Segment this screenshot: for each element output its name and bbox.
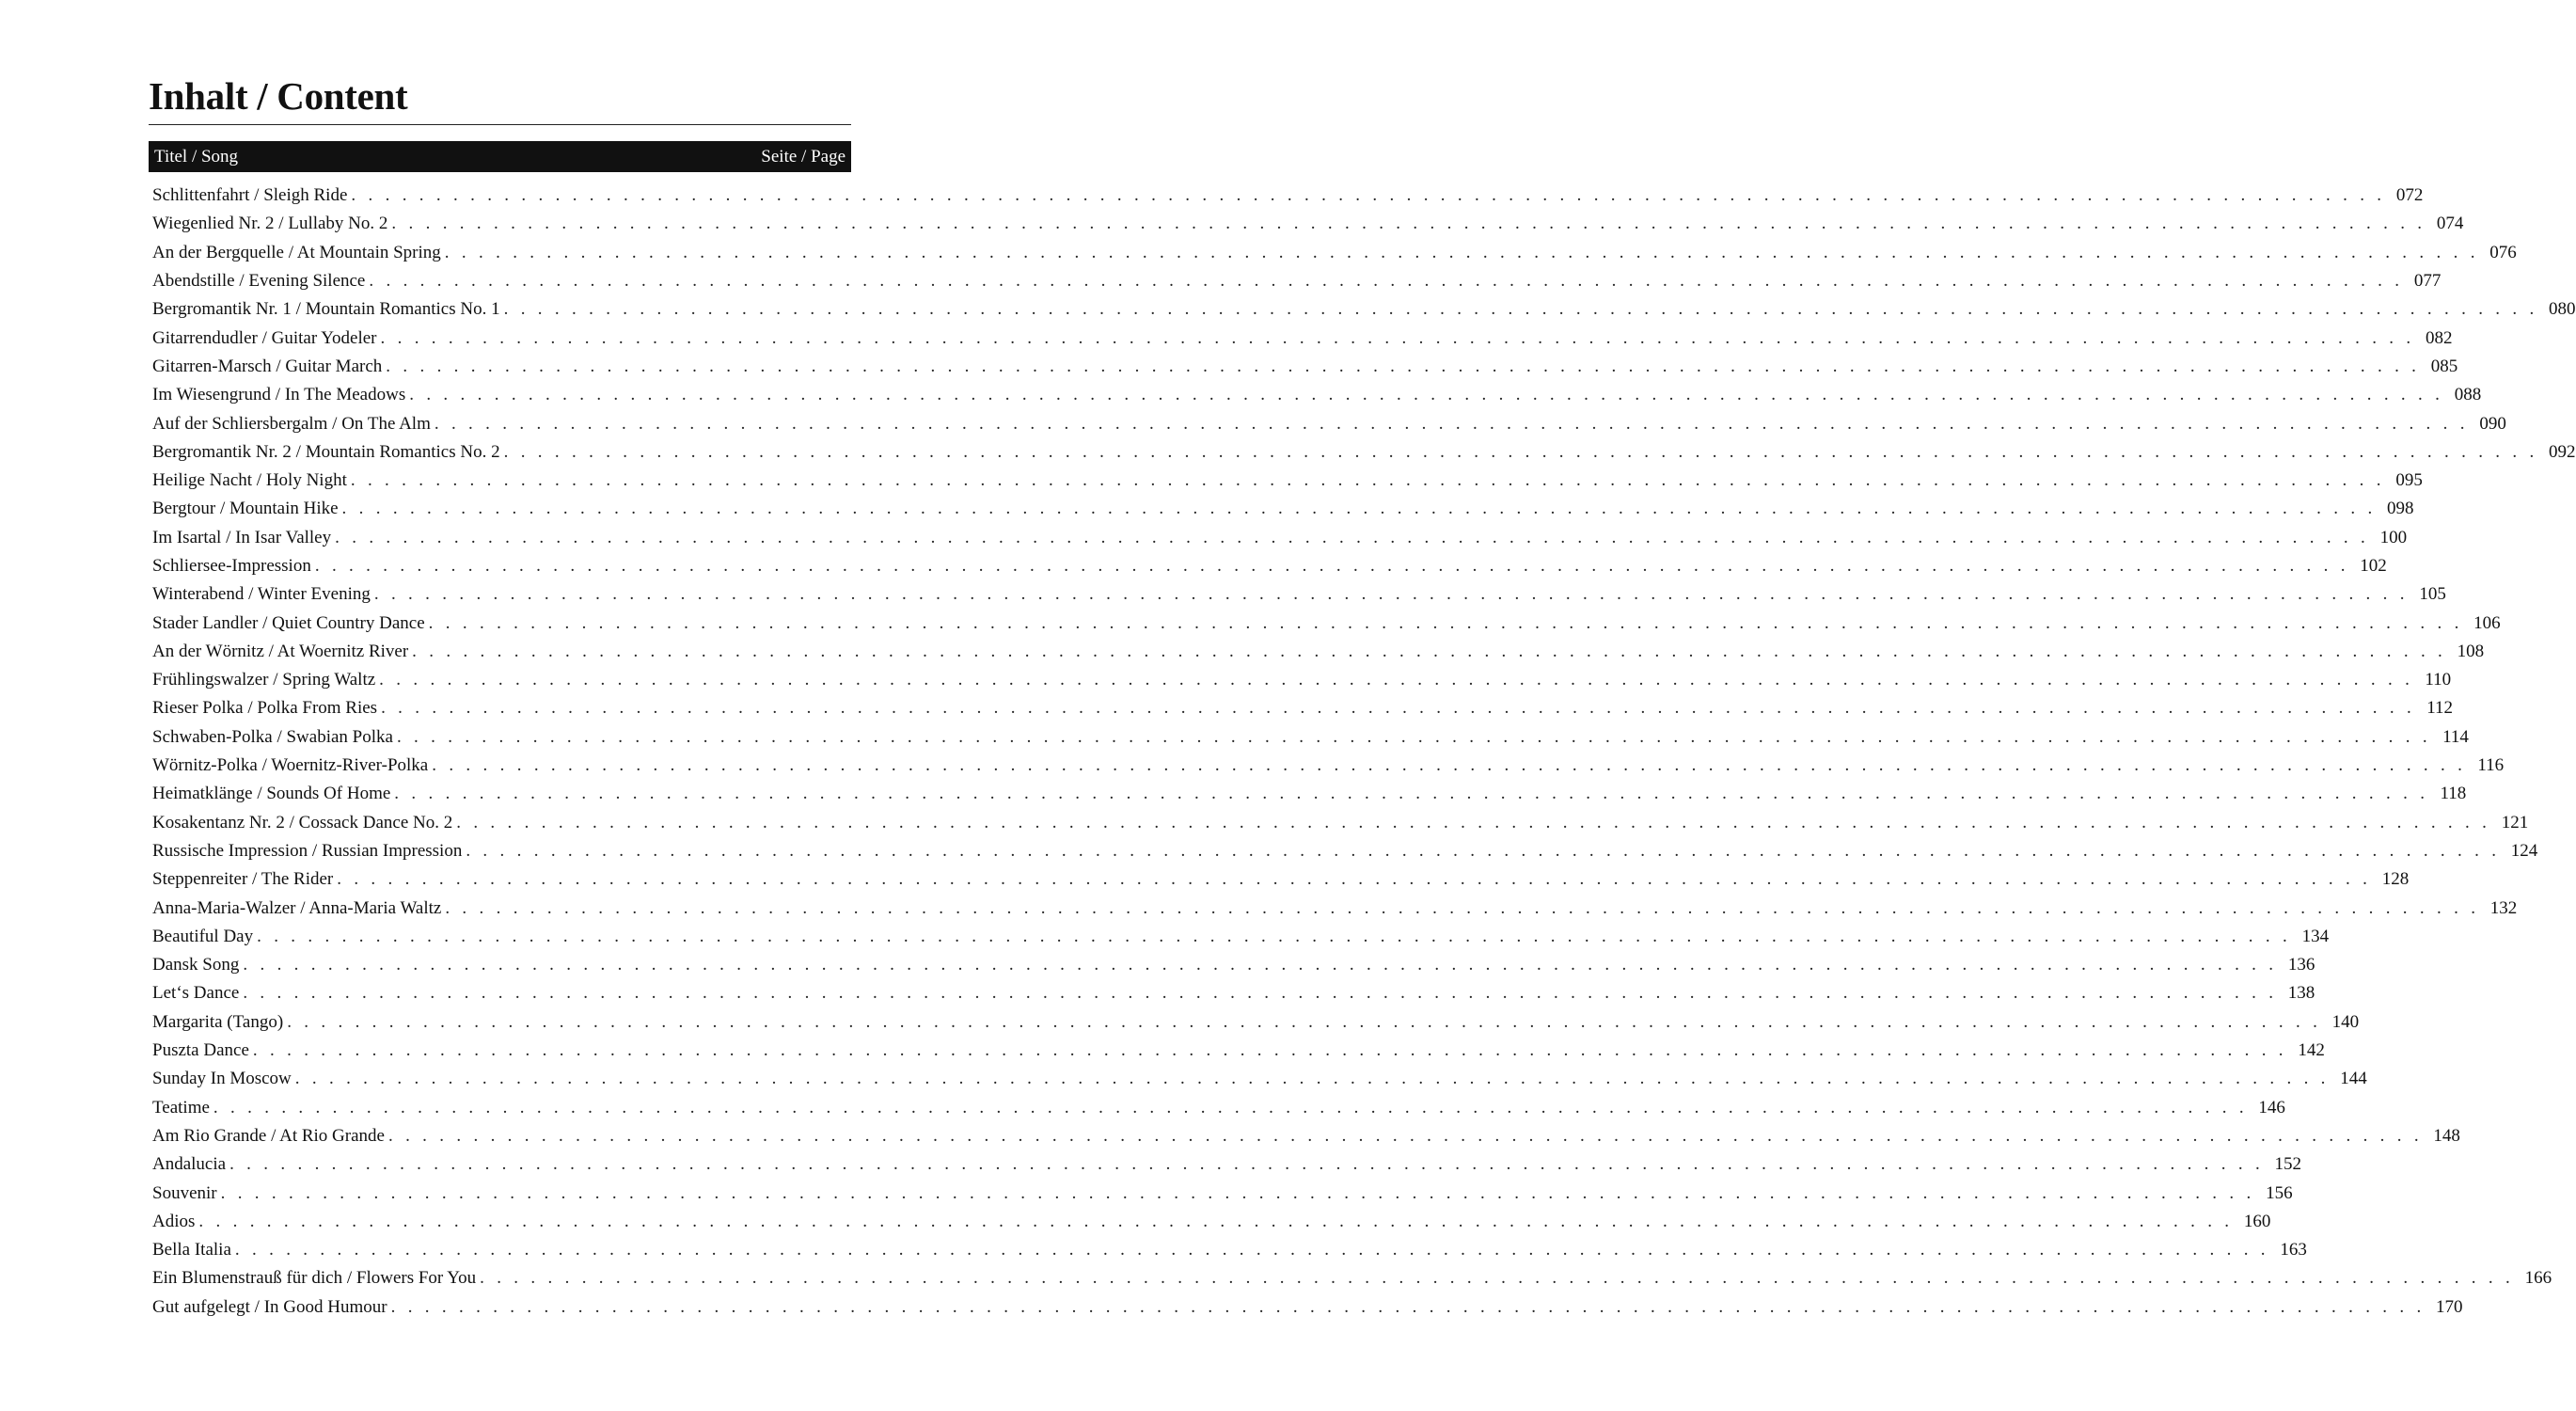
dot-leader: . . . . . . . . . . . . . . . . . . . . . . . . . . . . . . . . . . . . . . . . . . . . . . . . . . . . . . . . . . . . . . . . . . . . . . . . . . . . . . . . . . . . . . . . . . . . . . . . . . . . . . . . . . . . . . . . . . . . . . . . xyxy=(409,385,2444,405)
toc-entry[interactable] xyxy=(152,353,2458,381)
dot-leader: . . . . . . . . . . . . . . . . . . . . . . . . . . . . . . . . . . . . . . . . . . . . . . . . . . . . . . . . . . . . . . . . . . . . . . . . . . . . . . . . . . . . . . . . . . . . . . . . . . . . . . . . . . . . . . . . . . . . . . . . xyxy=(341,499,2377,519)
toc-entry-page: 072 xyxy=(2395,185,2424,206)
toc-entry-page: 088 xyxy=(2454,385,2482,405)
toc-entry-title: Margarita (Tango) xyxy=(152,1011,284,1032)
toc-entry-page: 124 xyxy=(2510,840,2538,861)
toc-entry-title: Heilige Nacht / Holy Night xyxy=(152,470,347,491)
toc-entry-title: Am Rio Grande / At Rio Grande xyxy=(152,1125,385,1146)
toc-entry-page: 102 xyxy=(2360,556,2387,576)
toc-entry-page: 118 xyxy=(2440,784,2467,804)
toc-list xyxy=(152,182,2576,1322)
toc-entry[interactable] xyxy=(152,239,2517,267)
toc-entry-page: 110 xyxy=(2425,670,2452,690)
dot-leader: . . . . . . . . . . . . . . . . . . . . . . . . . . . . . . . . . . . . . . . . . . . . . . . . . . . . . . . . . . . . . . . . . . . . . . . . . . . . . . . . . . . . . . . . . . . . . . . . . . . . . . . . . . . . . . . . . . . . . . . . xyxy=(445,897,2480,918)
toc-entry[interactable] xyxy=(152,1094,2285,1122)
dot-leader: . . . . . . . . . . . . . . . . . . . . . . . . . . . . . . . . . . . . . . . . . . . . . . . . . . . . . . . . . . . . . . . . . . . . . . . . . . . . . . . . . . . . . . . . . . . . . . . . . . . . . . . . . . . . . . . . . . . . . . . . xyxy=(434,413,2469,434)
dot-leader: . . . . . . . . . . . . . . . . . . . . . . . . . . . . . . . . . . . . . . . . . . . . . . . . . . . . . . . . . . . . . . . . . . . . . . . . . . . . . . . . . . . . . . . . . . . . . . . . . . . . . . . . . . . . . . . . . . . . . . . . xyxy=(350,470,2385,491)
toc-entry[interactable] xyxy=(152,809,2529,837)
dot-leader: . . . . . . . . . . . . . . . . . . . . . . . . . . . . . . . . . . . . . . . . . . . . . . . . . . . . . . . . . . . . . . . . . . . . . . . . . . . . . . . . . . . . . . . . . . . . . . . . . . . . . . . . . . . . . . . . . . . . . . . . xyxy=(428,612,2463,633)
toc-entry-title: Auf der Schliersbergalm / On The Alm xyxy=(152,413,431,434)
dot-leader: . . . . . . . . . . . . . . . . . . . . . . . . . . . . . . . . . . . . . . . . . . . . . . . . . . . . . . . . . . . . . . . . . . . . . . . . . . . . . . . . . . . . . . . . . . . . . . . . . . . . . . . . . . . . . . . . . . . . . . . . xyxy=(379,670,2414,690)
toc-entry-title: Abendstille / Evening Silence xyxy=(152,271,366,292)
dot-leader: . . . . . . . . . . . . . . . . . . . . . . . . . . . . . . . . . . . . . . . . . . . . . . . . . . . . . . . . . . . . . . . . . . . . . . . . . . . . . . . . . . . . . . . . . . . . . . . . . . . . . . . . . . . . . . . . . . . . . . . . xyxy=(257,926,2292,946)
toc-entry-page: 074 xyxy=(2436,214,2464,234)
toc-entry-title: Schlittenfahrt / Sleigh Ride xyxy=(152,185,348,206)
toc-entry-title: Andalucia xyxy=(152,1154,227,1175)
dot-leader: . . . . . . . . . . . . . . . . . . . . . . . . . . . . . . . . . . . . . . . . . . . . . . . . . . . . . . . . . . . . . . . . . . . . . . . . . . . . . . . . . . . . . . . . . . . . . . . . . . . . . . . . . . . . . . . . . . . . . . . . xyxy=(391,214,2426,234)
toc-entry[interactable] xyxy=(152,1122,2460,1150)
toc-entry-page: 140 xyxy=(2331,1011,2360,1032)
dot-leader: . . . . . . . . . . . . . . . . . . . . . . . . . . . . . . . . . . . . . . . . . . . . . . . . . . . . . . . . . . . . . . . . . . . . . . . . . . . . . . . . . . . . . . . . . . . . . . . . . . . . . . . . . . . . . . . . . . . . . . . . xyxy=(243,983,2278,1004)
dot-leader: . . . . . . . . . . . . . . . . . . . . . . . . . . . . . . . . . . . . . . . . . . . . . . . . . . . . . . . . . . . . . . . . . . . . . . . . . . . . . . . . . . . . . . . . . . . . . . . . . . . . . . . . . . . . . . . . . . . . . . . . xyxy=(381,698,2416,719)
table-header xyxy=(149,141,851,172)
toc-entry[interactable] xyxy=(152,324,2453,352)
toc-entry-title: Anna-Maria-Walzer / Anna-Maria Waltz xyxy=(152,897,442,918)
dot-leader: . . . . . . . . . . . . . . . . . . . . . . . . . . . . . . . . . . . . . . . . . . . . . . . . . . . . . . . . . . . . . . . . . . . . . . . . . . . . . . . . . . . . . . . . . . . . . . . . . . . . . . . . . . . . . . . . . . . . . . . . xyxy=(456,812,2491,832)
toc-entry[interactable] xyxy=(152,495,2414,523)
dot-leader: . . . . . . . . . . . . . . . . . . . . . . . . . . . . . . . . . . . . . . . . . . . . . . . . . . . . . . . . . . . . . . . . . . . . . . . . . . . . . . . . . . . . . . . . . . . . . . . . . . . . . . . . . . . . . . . . . . . . . . . . xyxy=(294,1069,2330,1089)
toc-entry-page: 085 xyxy=(2430,356,2458,376)
dot-leader: . . . . . . . . . . . . . . . . . . . . . . . . . . . . . . . . . . . . . . . . . . . . . . . . . . . . . . . . . . . . . . . . . . . . . . . . . . . . . . . . . . . . . . . . . . . . . . . . . . . . . . . . . . . . . . . . . . . . . . . . xyxy=(380,327,2415,348)
toc-entry-title: Bergromantik Nr. 2 / Mountain Romantics No. 2 xyxy=(152,441,500,462)
toc-entry-page: 134 xyxy=(2301,926,2330,946)
toc-entry-title: An der Bergquelle / At Mountain Spring xyxy=(152,242,441,262)
toc-entry-title: Stader Landler / Quiet Country Dance xyxy=(152,612,425,633)
toc-entry-page: 082 xyxy=(2425,327,2453,348)
dot-leader: . . . . . . . . . . . . . . . . . . . . . . . . . . . . . . . . . . . . . . . . . . . . . . . . . . . . . . . . . . . . . . . . . . . . . . . . . . . . . . . . . . . . . . . . . . . . . . . . . . . . . . . . . . . . . . . . . . . . . . . . xyxy=(432,755,2467,776)
toc-entry[interactable] xyxy=(152,1208,2271,1236)
toc-entry[interactable] xyxy=(152,894,2518,922)
dot-leader: . . . . . . . . . . . . . . . . . . . . . . . . . . . . . . . . . . . . . . . . . . . . . . . . . . . . . . . . . . . . . . . . . . . . . . . . . . . . . . . . . . . . . . . . . . . . . . . . . . . . . . . . . . . . . . . . . . . . . . . . xyxy=(314,556,2349,576)
toc-entry-title: Im Isartal / In Isar Valley xyxy=(152,527,332,547)
toc-entry-title: Gitarrendudler / Guitar Yodeler xyxy=(152,327,377,348)
toc-entry-page: 132 xyxy=(2489,897,2518,918)
toc-entry-page: 092 xyxy=(2549,441,2576,462)
dot-leader: . . . . . . . . . . . . . . . . . . . . . . . . . . . . . . . . . . . . . . . . . . . . . . . . . . . . . . . . . . . . . . . . . . . . . . . . . . . . . . . . . . . . . . . . . . . . . . . . . . . . . . . . . . . . . . . . . . . . . . . . xyxy=(396,726,2431,747)
toc-entry-page: 163 xyxy=(2280,1240,2307,1260)
toc-entry[interactable] xyxy=(152,295,2576,324)
toc-entry[interactable] xyxy=(152,267,2442,295)
toc-entry[interactable] xyxy=(152,638,2485,666)
toc-entry-title: Bergromantik Nr. 1 / Mountain Romantics No. 1 xyxy=(152,299,500,320)
toc-entry[interactable] xyxy=(152,837,2538,865)
toc-entry[interactable] xyxy=(152,723,2469,752)
toc-entry[interactable] xyxy=(152,552,2387,580)
toc-entry[interactable] xyxy=(152,780,2467,808)
toc-entry-title: Rieser Polka / Polka From Ries xyxy=(152,698,378,719)
toc-entry-title: Steppenreiter / The Rider xyxy=(152,869,334,890)
toc-entry[interactable] xyxy=(152,381,2482,409)
toc-entry-page: 080 xyxy=(2549,299,2576,320)
toc-entry[interactable] xyxy=(152,979,2315,1007)
dot-leader: . . . . . . . . . . . . . . . . . . . . . . . . . . . . . . . . . . . . . . . . . . . . . . . . . . . . . . . . . . . . . . . . . . . . . . . . . . . . . . . . . . . . . . . . . . . . . . . . . . . . . . . . . . . . . . . . . . . . . . . . xyxy=(373,584,2409,605)
dot-leader: . . . . . . . . . . . . . . . . . . . . . . . . . . . . . . . . . . . . . . . . . . . . . . . . . . . . . . . . . . . . . . . . . . . . . . . . . . . . . . . . . . . . . . . . . . . . . . . . . . . . . . . . . . . . . . . . . . . . . . . . xyxy=(243,955,2278,975)
toc-entry[interactable] xyxy=(152,951,2315,979)
toc-entry-page: 095 xyxy=(2395,470,2423,491)
toc-entry-page: 144 xyxy=(2340,1069,2367,1089)
toc-entry-page: 128 xyxy=(2381,869,2410,890)
dot-leader: . . . . . . . . . . . . . . . . . . . . . . . . . . . . . . . . . . . . . . . . . . . . . . . . . . . . . . . . . . . . . . . . . . . . . . . . . . . . . . . . . . . . . . . . . . . . . . . . . . . . . . . . . . . . . . . . . . . . . . . . xyxy=(386,356,2421,376)
dot-leader: . . . . . . . . . . . . . . . . . . . . . . . . . . . . . . . . . . . . . . . . . . . . . . . . . . . . . . . . . . . . . . . . . . . . . . . . . . . . . . . . . . . . . . . . . . . . . . . . . . . . . . . . . . . . . . . . . . . . . . . . xyxy=(444,242,2479,262)
song-column-header: Titel / Song xyxy=(154,146,239,166)
dot-leader: . . . . . . . . . . . . . . . . . . . . . . . . . . . . . . . . . . . . . . . . . . . . . . . . . . . . . . . . . . . . . . . . . . . . . . . . . . . . . . . . . . . . . . . . . . . . . . . . . . . . . . . . . . . . . . . . . . . . . . . . xyxy=(287,1011,2322,1032)
dot-leader: . . . . . . . . . . . . . . . . . . . . . . . . . . . . . . . . . . . . . . . . . . . . . . . . . . . . . . . . . . . . . . . . . . . . . . . . . . . . . . . . . . . . . . . . . . . . . . . . . . . . . . . . . . . . . . . . . . . . . . . . xyxy=(252,1040,2287,1061)
toc-entry[interactable] xyxy=(152,210,2464,238)
toc-entry-page: 148 xyxy=(2433,1125,2460,1146)
dot-leader: . . . . . . . . . . . . . . . . . . . . . . . . . . . . . . . . . . . . . . . . . . . . . . . . . . . . . . . . . . . . . . . . . . . . . . . . . . . . . . . . . . . . . . . . . . . . . . . . . . . . . . . . . . . . . . . . . . . . . . . . xyxy=(412,641,2447,661)
dot-leader: . . . . . . . . . . . . . . . . . . . . . . . . . . . . . . . . . . . . . . . . . . . . . . . . . . . . . . . . . . . . . . . . . . . . . . . . . . . . . . . . . . . . . . . . . . . . . . . . . . . . . . . . . . . . . . . . . . . . . . . . xyxy=(335,527,2370,547)
dot-leader: . . . . . . . . . . . . . . . . . . . . . . . . . . . . . . . . . . . . . . . . . . . . . . . . . . . . . . . . . . . . . . . . . . . . . . . . . . . . . . . . . . . . . . . . . . . . . . . . . . . . . . . . . . . . . . . . . . . . . . . . xyxy=(387,1125,2423,1146)
toc-entry-page: 142 xyxy=(2298,1040,2325,1061)
toc-entry-page: 106 xyxy=(2473,612,2501,633)
toc-entry[interactable] xyxy=(152,1008,2360,1037)
toc-entry[interactable] xyxy=(152,409,2506,437)
toc-entry[interactable] xyxy=(152,609,2501,637)
toc-entry-page: 098 xyxy=(2387,499,2414,519)
toc-entry-title: Schwaben-Polka / Swabian Polka xyxy=(152,726,393,747)
toc-entry-page: 105 xyxy=(2419,584,2446,605)
toc-entry-title: Bergtour / Mountain Hike xyxy=(152,499,339,519)
toc-entry[interactable] xyxy=(152,1150,2302,1179)
dot-leader: . . . . . . . . . . . . . . . . . . . . . . . . . . . . . . . . . . . . . . . . . . . . . . . . . . . . . . . . . . . . . . . . . . . . . . . . . . . . . . . . . . . . . . . . . . . . . . . . . . . . . . . . . . . . . . . . . . . . . . . . xyxy=(220,1182,2255,1203)
toc-entry-page: 077 xyxy=(2413,271,2442,292)
toc-entry-title: Gut aufgelegt / In Good Humour xyxy=(152,1296,387,1317)
toc-entry[interactable] xyxy=(152,694,2454,722)
toc-entry-title: Beautiful Day xyxy=(152,926,254,946)
toc-entry-title: Gitarren-Marsch / Guitar March xyxy=(152,356,383,376)
toc-entry-title: Wörnitz-Polka / Woernitz-River-Polka xyxy=(152,755,429,776)
toc-entry[interactable] xyxy=(152,1236,2307,1264)
toc-entry-title: Adios xyxy=(152,1211,196,1231)
toc-entry-title: Souvenir xyxy=(152,1182,217,1203)
toc-entry[interactable] xyxy=(152,438,2576,467)
title-divider xyxy=(149,124,851,125)
toc-entry-page: 108 xyxy=(2457,641,2485,661)
toc-entry-title: Winterabend / Winter Evening xyxy=(152,584,371,605)
dot-leader: . . . . . . . . . . . . . . . . . . . . . . . . . . . . . . . . . . . . . . . . . . . . . . . . . . . . . . . . . . . . . . . . . . . . . . . . . . . . . . . . . . . . . . . . . . . . . . . . . . . . . . . . . . . . . . . . . . . . . . . . xyxy=(337,869,2372,890)
dot-leader: . . . . . . . . . . . . . . . . . . . . . . . . . . . . . . . . . . . . . . . . . . . . . . . . . . . . . . . . . . . . . . . . . . . . . . . . . . . . . . . . . . . . . . . . . . . . . . . . . . . . . . . . . . . . . . . . . . . . . . . . xyxy=(480,1268,2515,1289)
toc-entry-title: Kosakentanz Nr. 2 / Cossack Dance No. 2 xyxy=(152,812,453,832)
toc-entry-page: 152 xyxy=(2274,1154,2302,1175)
toc-entry-title: Teatime xyxy=(152,1097,210,1118)
toc-entry-title: Im Wiesengrund / In The Meadows xyxy=(152,385,406,405)
toc-entry-title: Ein Blumenstrauß für dich / Flowers For You xyxy=(152,1268,477,1289)
toc-entry-title: Dansk Song xyxy=(152,955,240,975)
toc-entry-page: 121 xyxy=(2501,812,2529,832)
dot-leader: . . . . . . . . . . . . . . . . . . . . . . . . . . . . . . . . . . . . . . . . . . . . . . . . . . . . . . . . . . . . . . . . . . . . . . . . . . . . . . . . . . . . . . . . . . . . . . . . . . . . . . . . . . . . . . . . . . . . . . . . xyxy=(390,1296,2426,1317)
toc-entry-page: 116 xyxy=(2477,755,2505,776)
toc-entry[interactable] xyxy=(152,467,2423,495)
toc-entry-page: 166 xyxy=(2524,1268,2552,1289)
toc-entry-page: 090 xyxy=(2479,413,2506,434)
toc-entry[interactable] xyxy=(152,923,2330,951)
dot-leader: . . . . . . . . . . . . . . . . . . . . . . . . . . . . . . . . . . . . . . . . . . . . . . . . . . . . . . . . . . . . . . . . . . . . . . . . . . . . . . . . . . . . . . . . . . . . . . . . . . . . . . . . . . . . . . . . . . . . . . . . xyxy=(351,185,2386,206)
toc-entry-title: Russische Impression / Russian Impression xyxy=(152,840,463,861)
toc-entry[interactable] xyxy=(152,1179,2293,1207)
toc-entry-title: Heimatklänge / Sounds Of Home xyxy=(152,784,391,804)
toc-entry[interactable] xyxy=(152,666,2452,694)
dot-leader: . . . . . . . . . . . . . . . . . . . . . . . . . . . . . . . . . . . . . . . . . . . . . . . . . . . . . . . . . . . . . . . . . . . . . . . . . . . . . . . . . . . . . . . . . . . . . . . . . . . . . . . . . . . . . . . . . . . . . . . . xyxy=(234,1240,2269,1260)
dot-leader: . . . . . . . . . . . . . . . . . . . . . . . . . . . . . . . . . . . . . . . . . . . . . . . . . . . . . . . . . . . . . . . . . . . . . . . . . . . . . . . . . . . . . . . . . . . . . . . . . . . . . . . . . . . . . . . . . . . . . . . . xyxy=(213,1097,2248,1118)
dot-leader: . . . . . . . . . . . . . . . . . . . . . . . . . . . . . . . . . . . . . . . . . . . . . . . . . . . . . . . . . . . . . . . . . . . . . . . . . . . . . . . . . . . . . . . . . . . . . . . . . . . . . . . . . . . . . . . . . . . . . . . . xyxy=(369,271,2404,292)
page-column-header: Seite / Page xyxy=(761,146,845,166)
dot-leader: . . . . . . . . . . . . . . . . . . . . . . . . . . . . . . . . . . . . . . . . . . . . . . . . . . . . . . . . . . . . . . . . . . . . . . . . . . . . . . . . . . . . . . . . . . . . . . . . . . . . . . . . . . . . . . . . . . . . . . . . xyxy=(466,840,2501,861)
toc-entry-page: 136 xyxy=(2287,955,2315,975)
dot-leader: . . . . . . . . . . . . . . . . . . . . . . . . . . . . . . . . . . . . . . . . . . . . . . . . . . . . . . . . . . . . . . . . . . . . . . . . . . . . . . . . . . . . . . . . . . . . . . . . . . . . . . . . . . . . . . . . . . . . . . . . xyxy=(503,441,2538,462)
dot-leader: . . . . . . . . . . . . . . . . . . . . . . . . . . . . . . . . . . . . . . . . . . . . . . . . . . . . . . . . . . . . . . . . . . . . . . . . . . . . . . . . . . . . . . . . . . . . . . . . . . . . . . . . . . . . . . . . . . . . . . . . xyxy=(229,1154,2265,1175)
dot-leader: . . . . . . . . . . . . . . . . . . . . . . . . . . . . . . . . . . . . . . . . . . . . . . . . . . . . . . . . . . . . . . . . . . . . . . . . . . . . . . . . . . . . . . . . . . . . . . . . . . . . . . . . . . . . . . . . . . . . . . . . xyxy=(503,299,2538,320)
toc-entry[interactable] xyxy=(152,1037,2325,1065)
toc-entry-page: 170 xyxy=(2436,1296,2463,1317)
toc-entry[interactable] xyxy=(152,580,2446,609)
toc-entry-title: An der Wörnitz / At Woernitz River xyxy=(152,641,409,661)
toc-entry-title: Bella Italia xyxy=(152,1240,231,1260)
toc-entry[interactable] xyxy=(152,1293,2463,1322)
toc-entry-title: Schliersee-Impression xyxy=(152,556,311,576)
toc-entry[interactable] xyxy=(152,1065,2367,1093)
toc-entry-title: Puszta Dance xyxy=(152,1040,249,1061)
toc-entry[interactable] xyxy=(152,865,2410,894)
toc-entry[interactable] xyxy=(152,1264,2552,1292)
dot-leader: . . . . . . . . . . . . . . . . . . . . . . . . . . . . . . . . . . . . . . . . . . . . . . . . . . . . . . . . . . . . . . . . . . . . . . . . . . . . . . . . . . . . . . . . . . . . . . . . . . . . . . . . . . . . . . . . . . . . . . . . xyxy=(198,1211,2234,1231)
toc-entry-page: 100 xyxy=(2379,527,2408,547)
toc-entry-page: 112 xyxy=(2426,698,2454,719)
toc-entry-page: 156 xyxy=(2266,1182,2293,1203)
toc-entry-title: Sunday In Moscow xyxy=(152,1069,292,1089)
toc-entry[interactable] xyxy=(152,524,2408,552)
toc-entry-page: 146 xyxy=(2258,1097,2285,1118)
page-title: Inhalt / Content xyxy=(149,74,408,118)
toc-entry-title: Let‘s Dance xyxy=(152,983,240,1004)
dot-leader: . . . . . . . . . . . . . . . . . . . . . . . . . . . . . . . . . . . . . . . . . . . . . . . . . . . . . . . . . . . . . . . . . . . . . . . . . . . . . . . . . . . . . . . . . . . . . . . . . . . . . . . . . . . . . . . . . . . . . . . . xyxy=(394,784,2429,804)
toc-entry[interactable] xyxy=(152,752,2505,780)
toc-entry-page: 160 xyxy=(2243,1211,2271,1231)
toc-entry-page: 114 xyxy=(2442,726,2469,747)
toc-entry-page: 138 xyxy=(2287,983,2315,1004)
toc-entry-title: Frühlingswalzer / Spring Waltz xyxy=(152,670,376,690)
toc-entry[interactable] xyxy=(152,182,2424,210)
toc-entry-title: Wiegenlied Nr. 2 / Lullaby No. 2 xyxy=(152,214,388,234)
toc-entry-page: 076 xyxy=(2489,242,2517,262)
